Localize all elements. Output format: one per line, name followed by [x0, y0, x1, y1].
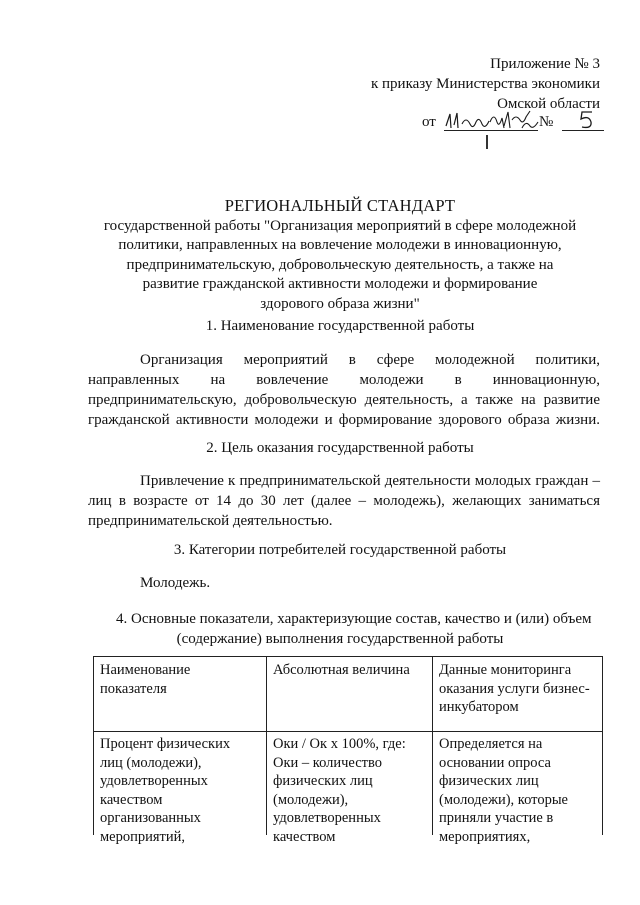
cell-line: инкубатором	[439, 699, 519, 715]
table-header-cell	[94, 657, 266, 731]
paragraph-line: предпринимательскую, добровольческую деятельность, а также на развитие	[88, 392, 600, 408]
cell-line: оказания услуги бизнес-	[439, 680, 590, 697]
standard-title: РЕГИОНАЛЬНЫЙ СТАНДАРТ	[224, 196, 456, 215]
cell-line: показателя	[100, 680, 167, 697]
section-2-text	[88, 471, 600, 531]
cell-line: приняли участие в	[439, 810, 554, 826]
table-row	[94, 731, 602, 845]
cell-line: Процент физических	[100, 736, 231, 752]
cell-line: Оки / Ок х 100%, где:	[273, 736, 406, 752]
cell-line: организованных	[100, 810, 201, 826]
title-subline: развитие гражданской активности молодежи и формирование	[142, 276, 538, 292]
cell-line: Определяется на	[439, 736, 543, 752]
appendix-header	[340, 54, 600, 114]
cell-line: физических лиц	[439, 773, 539, 789]
order-date-prefix: от	[422, 114, 436, 130]
title-subline: политики, направленных на вовлечение молодежи в инновационную,	[118, 237, 562, 253]
cell-line: основании опроса	[439, 754, 551, 771]
title-subline: здорового образа жизни"	[260, 295, 420, 312]
cell-line: качеством	[100, 791, 163, 808]
handwritten-date-signature	[442, 106, 542, 136]
appendix-region: Омской области	[497, 96, 600, 112]
paragraph-line: Организация мероприятий в сфере молодежной политики,	[140, 352, 600, 368]
paragraph-line: Молодежь.	[140, 575, 211, 591]
table-cell	[94, 731, 266, 845]
cell-line: (молодежи), которые	[439, 791, 568, 808]
appendix-number: Приложение № 3	[490, 56, 600, 72]
table-header-row	[94, 657, 602, 732]
cell-line: мероприятий,	[100, 828, 186, 845]
cell-line: Данные мониторинга	[439, 662, 572, 678]
section-2-heading: 2. Цель оказания государственной работы	[206, 440, 474, 456]
section-4-heading-cont: (содержание) выполнения государственной работы	[176, 631, 504, 647]
section-4-heading: 4. Основные показатели, характеризующие состав, качество и (или) объем	[116, 611, 592, 627]
cell-line: Наименование	[100, 662, 191, 678]
section-3-text	[88, 573, 600, 593]
indicators-table	[93, 656, 603, 845]
cell-line: удовлетворенных	[273, 810, 381, 826]
table-cell	[266, 731, 432, 845]
section-3-heading: 3. Категории потребителей государственной работы	[173, 542, 507, 558]
cell-line: лиц (молодежи),	[100, 754, 202, 771]
cell-line: Оки – количество	[273, 754, 382, 771]
paragraph-line: гражданской активности молодежи и формирование здорового образа жизни.	[88, 412, 600, 428]
cell-line: удовлетворенных	[100, 773, 208, 789]
section-1-text	[88, 350, 600, 430]
order-number-sign: №	[539, 114, 554, 130]
cell-line: качеством	[273, 828, 336, 845]
title-subline: государственной работы "Организация мероприятий в сфере молодежной	[103, 217, 577, 234]
cell-line: Абсолютная величина	[273, 662, 410, 678]
paragraph-line: направленных на вовлечение молодежи в инновационную,	[88, 372, 600, 388]
paragraph-line: предпринимательской деятельностью.	[88, 513, 333, 529]
order-date-number-line	[422, 112, 612, 138]
cell-line: физических лиц	[273, 773, 373, 789]
paragraph-line: лиц в возрасте от 14 до 30 лет (далее – молодежь), желающих заниматься	[88, 493, 600, 509]
cell-line: мероприятиях,	[439, 828, 531, 845]
table-header-cell	[266, 657, 432, 731]
table-cell	[432, 731, 602, 845]
standard-title-block	[80, 196, 600, 314]
title-subline: предпринимательскую, добровольческую деятельность, а также на	[126, 256, 554, 273]
appendix-order-ref: к приказу Министерства экономики	[370, 76, 600, 92]
handwritten-order-number	[572, 106, 604, 132]
cell-line: (молодежи),	[273, 791, 349, 808]
table-header-cell	[432, 657, 602, 731]
pen-tick-mark	[486, 135, 488, 149]
section-1-heading: 1. Наименование государственной работы	[205, 318, 475, 334]
paragraph-line: Привлечение к предпринимательской деятельности молодых граждан –	[140, 473, 600, 489]
